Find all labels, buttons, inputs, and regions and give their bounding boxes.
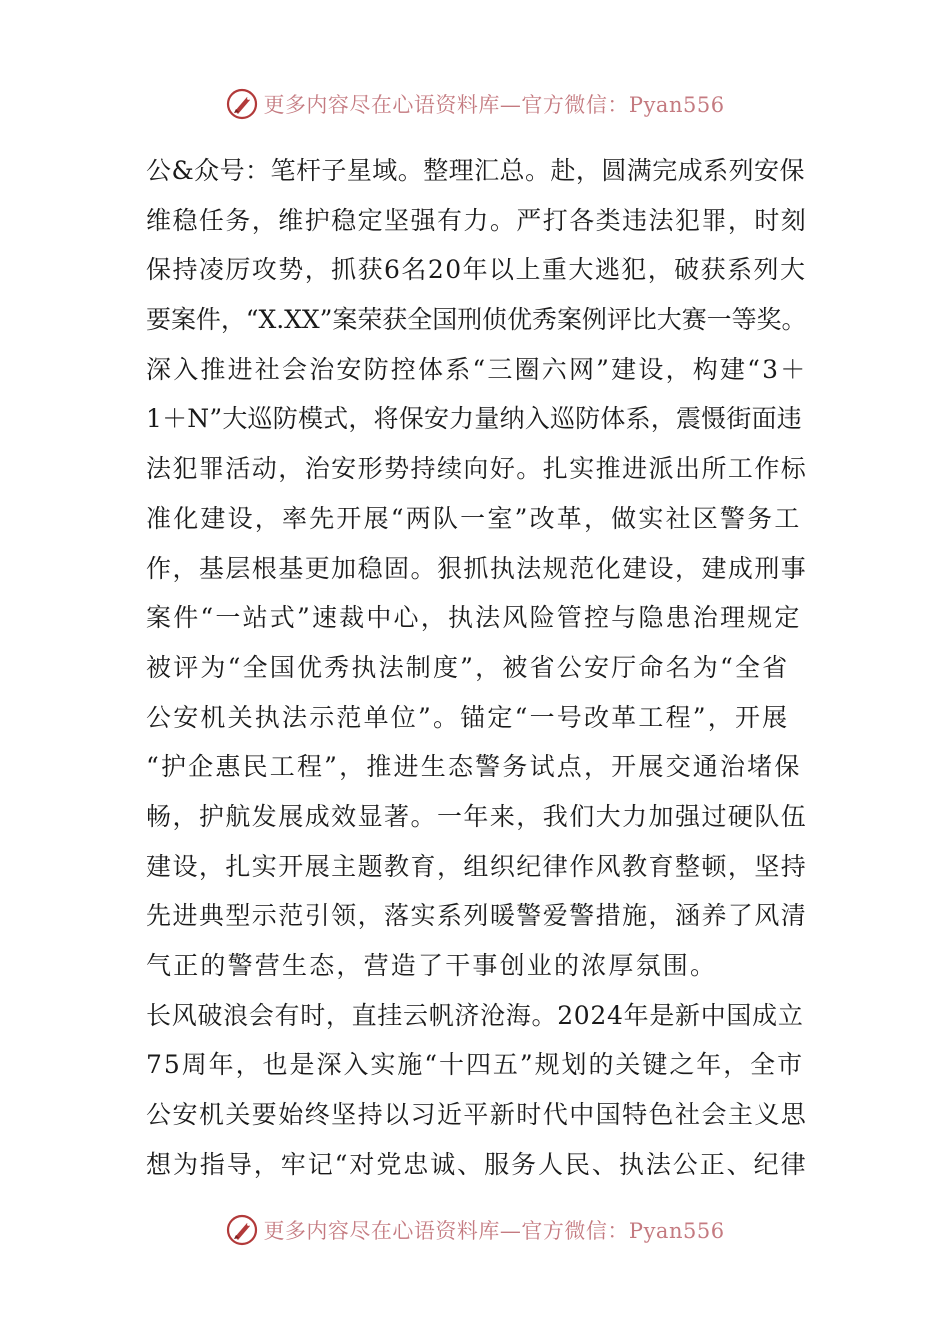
pen-nib-logo-icon xyxy=(225,87,259,121)
body-line: 准化建设，率先开展“两队一室”改革，做实社区警务工 xyxy=(146,503,802,533)
footer-banner-text: 更多内容尽在心语资料库—官方微信：Pyan556 xyxy=(263,1219,725,1243)
body-line: 想为指导，牢记“对党忠诚、服务人民、执法公正、纪律 xyxy=(146,1149,808,1179)
document-body xyxy=(146,146,808,1189)
body-line: 维稳任务，维护稳定坚强有力。严打各类违法犯罪，时刻 xyxy=(146,205,808,235)
body-line: 公&众号：笔杆子星域。整理汇总。赴，圆满完成系列安保 xyxy=(146,156,805,185)
footer-banner xyxy=(0,1210,950,1250)
body-line: 公安机关要始终坚持以习近平新时代中国特色社会主义思 xyxy=(146,1100,808,1130)
body-line: 被评为“全国优秀执法制度”，被省公安厅命名为“全省 xyxy=(146,652,790,682)
pen-nib-logo-icon xyxy=(225,1213,259,1247)
body-line: 案件“一站式”速裁中心，执法风险管控与隐患治理规定 xyxy=(146,603,802,633)
body-line: 75周年，也是深入实施“十四五”规划的关键之年，全市 xyxy=(146,1050,805,1080)
body-line: 深入推进社会治安防控体系“三圈六网”建设，构建“3＋ xyxy=(146,354,808,384)
body-line: 建设，扎实开展主题教育，组织纪律作风教育整顿，坚持 xyxy=(146,851,808,881)
header-banner xyxy=(0,84,950,124)
body-line: 长风破浪会有时，直挂云帆济沧海。2024年是新中国成立 xyxy=(146,1000,804,1030)
header-banner-text: 更多内容尽在心语资料库—官方微信：Pyan556 xyxy=(263,93,725,117)
body-line: 公安机关执法示范单位”。锚定“一号改革工程”，开展 xyxy=(146,702,790,732)
body-line: 畅，护航发展成效显著。一年来，我们大力加强过硬队伍 xyxy=(146,801,808,831)
body-line: “护企惠民工程”，推进生态警务试点，开展交通治堵保 xyxy=(146,752,802,782)
body-line: 先进典型示范引领，落实系列暖警爱警措施，涵养了风清 xyxy=(146,901,808,931)
body-line: 保持凌厉攻势，抓获6名20年以上重大逃犯，破获系列大 xyxy=(146,255,807,285)
body-line: 要案件，“X.XX”案荣获全国刑侦优秀案例评比大赛一等奖。 xyxy=(146,305,807,335)
body-line: 作，基层根基更加稳固。狠抓执法规范化建设，建成刑事 xyxy=(146,553,808,583)
body-line: 法犯罪活动，治安形势持续向好。扎实推进派出所工作标 xyxy=(146,454,808,484)
body-line: 1＋N”大巡防模式，将保安力量纳入巡防体系，震慑街面违 xyxy=(146,404,802,434)
body-line: 气正的警营生态，营造了干事创业的浓厚氛围。 xyxy=(146,951,718,980)
